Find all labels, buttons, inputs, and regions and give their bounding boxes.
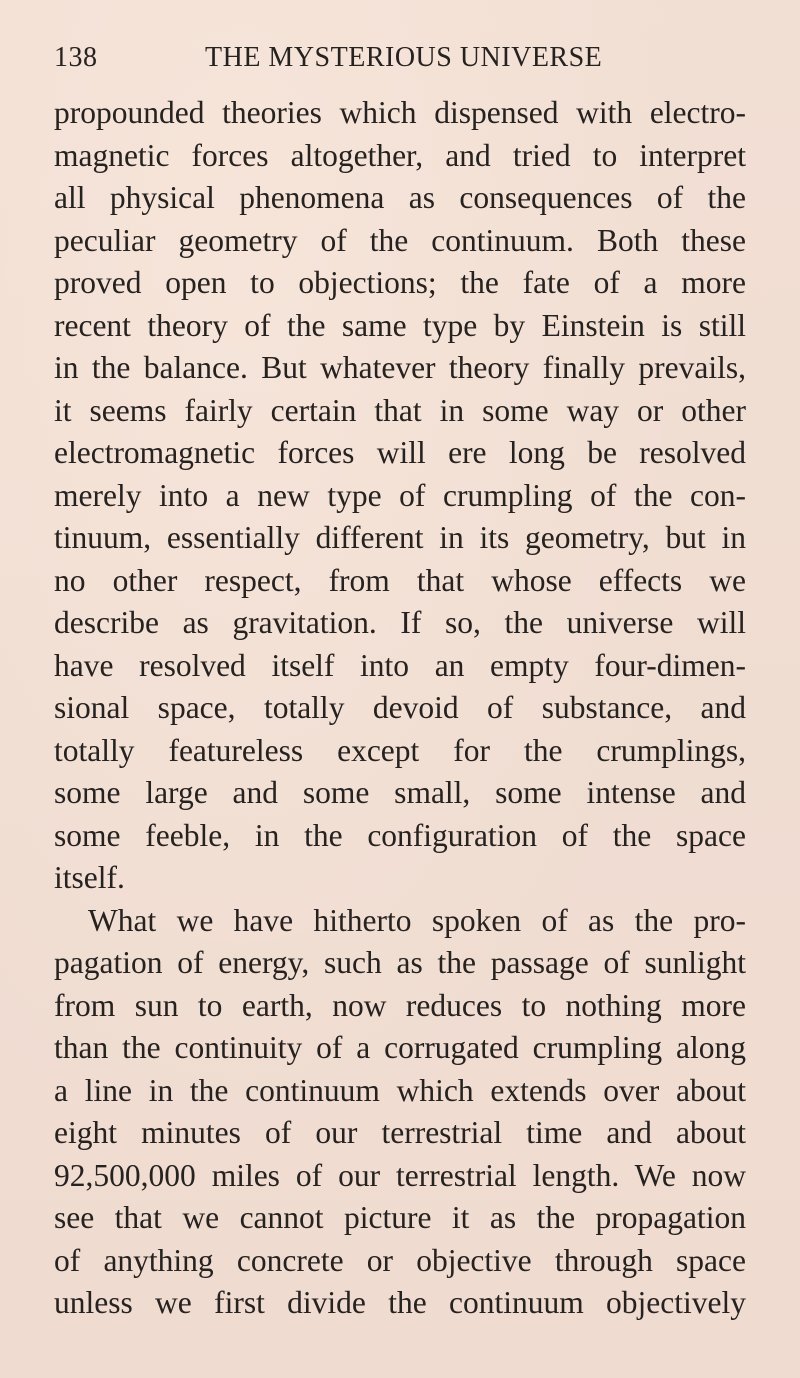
- text-line: tinuum, essentially different in its geometry, but in: [54, 520, 746, 555]
- body-text: [54, 92, 746, 1325]
- text-line: itself.: [54, 860, 125, 895]
- page-number: 138: [54, 42, 98, 73]
- text-line: electromagnetic forces will ere long be resolved: [54, 435, 746, 470]
- text-line: merely into a new type of crumpling of the con-: [54, 477, 746, 513]
- text-line: no other respect, from that whose effects we: [54, 562, 746, 598]
- page-header: [54, 42, 746, 82]
- running-title: THE MYSTERIOUS UNIVERSE: [205, 42, 603, 73]
- text-line: magnetic forces altogether, and tried to interpret: [54, 137, 746, 173]
- paragraph-1: [54, 92, 746, 900]
- text-line: some feeble, in the configuration of the space: [54, 817, 746, 853]
- text-line: some large and some small, some intense and: [54, 775, 746, 810]
- text-line: peculiar geometry of the continuum. Both these: [54, 222, 746, 258]
- text-line: pagation of energy, such as the passage of sunlight: [54, 945, 746, 980]
- text-line: in the balance. But whatever theory finally prevails,: [54, 350, 746, 385]
- text-line: of anything concrete or objective through space: [54, 1242, 746, 1278]
- text-line: What we have hitherto spoken of as the pro-: [88, 902, 746, 938]
- text-line: than the continuity of a corrugated crumpling along: [54, 1030, 746, 1065]
- text-line: see that we cannot picture it as the propagation: [54, 1200, 746, 1235]
- text-line: recent theory of the same type by Einstein is still: [54, 307, 746, 343]
- text-line: totally featureless except for the crumplings,: [54, 732, 746, 768]
- text-line: 92,500,000 miles of our terrestrial length. We now: [54, 1157, 746, 1193]
- text-line: sional space, totally devoid of substance, and: [54, 690, 746, 725]
- text-line: describe as gravitation. If so, the universe will: [54, 605, 746, 640]
- text-line: eight minutes of our terrestrial time and about: [54, 1115, 746, 1150]
- text-line: all physical phenomena as consequences of the: [54, 180, 746, 215]
- paragraph-2: [54, 900, 746, 1325]
- text-line: a line in the continuum which extends over about: [54, 1072, 746, 1108]
- text-line: from sun to earth, now reduces to nothing more: [54, 987, 746, 1023]
- text-line: proved open to objections; the fate of a more: [54, 265, 746, 300]
- text-line: it seems fairly certain that in some way or other: [54, 392, 746, 428]
- text-line: propounded theories which dispensed with electro-: [54, 95, 746, 130]
- text-line: unless we first divide the continuum objectively: [54, 1285, 746, 1320]
- text-line: have resolved itself into an empty four-dimen-: [54, 647, 746, 683]
